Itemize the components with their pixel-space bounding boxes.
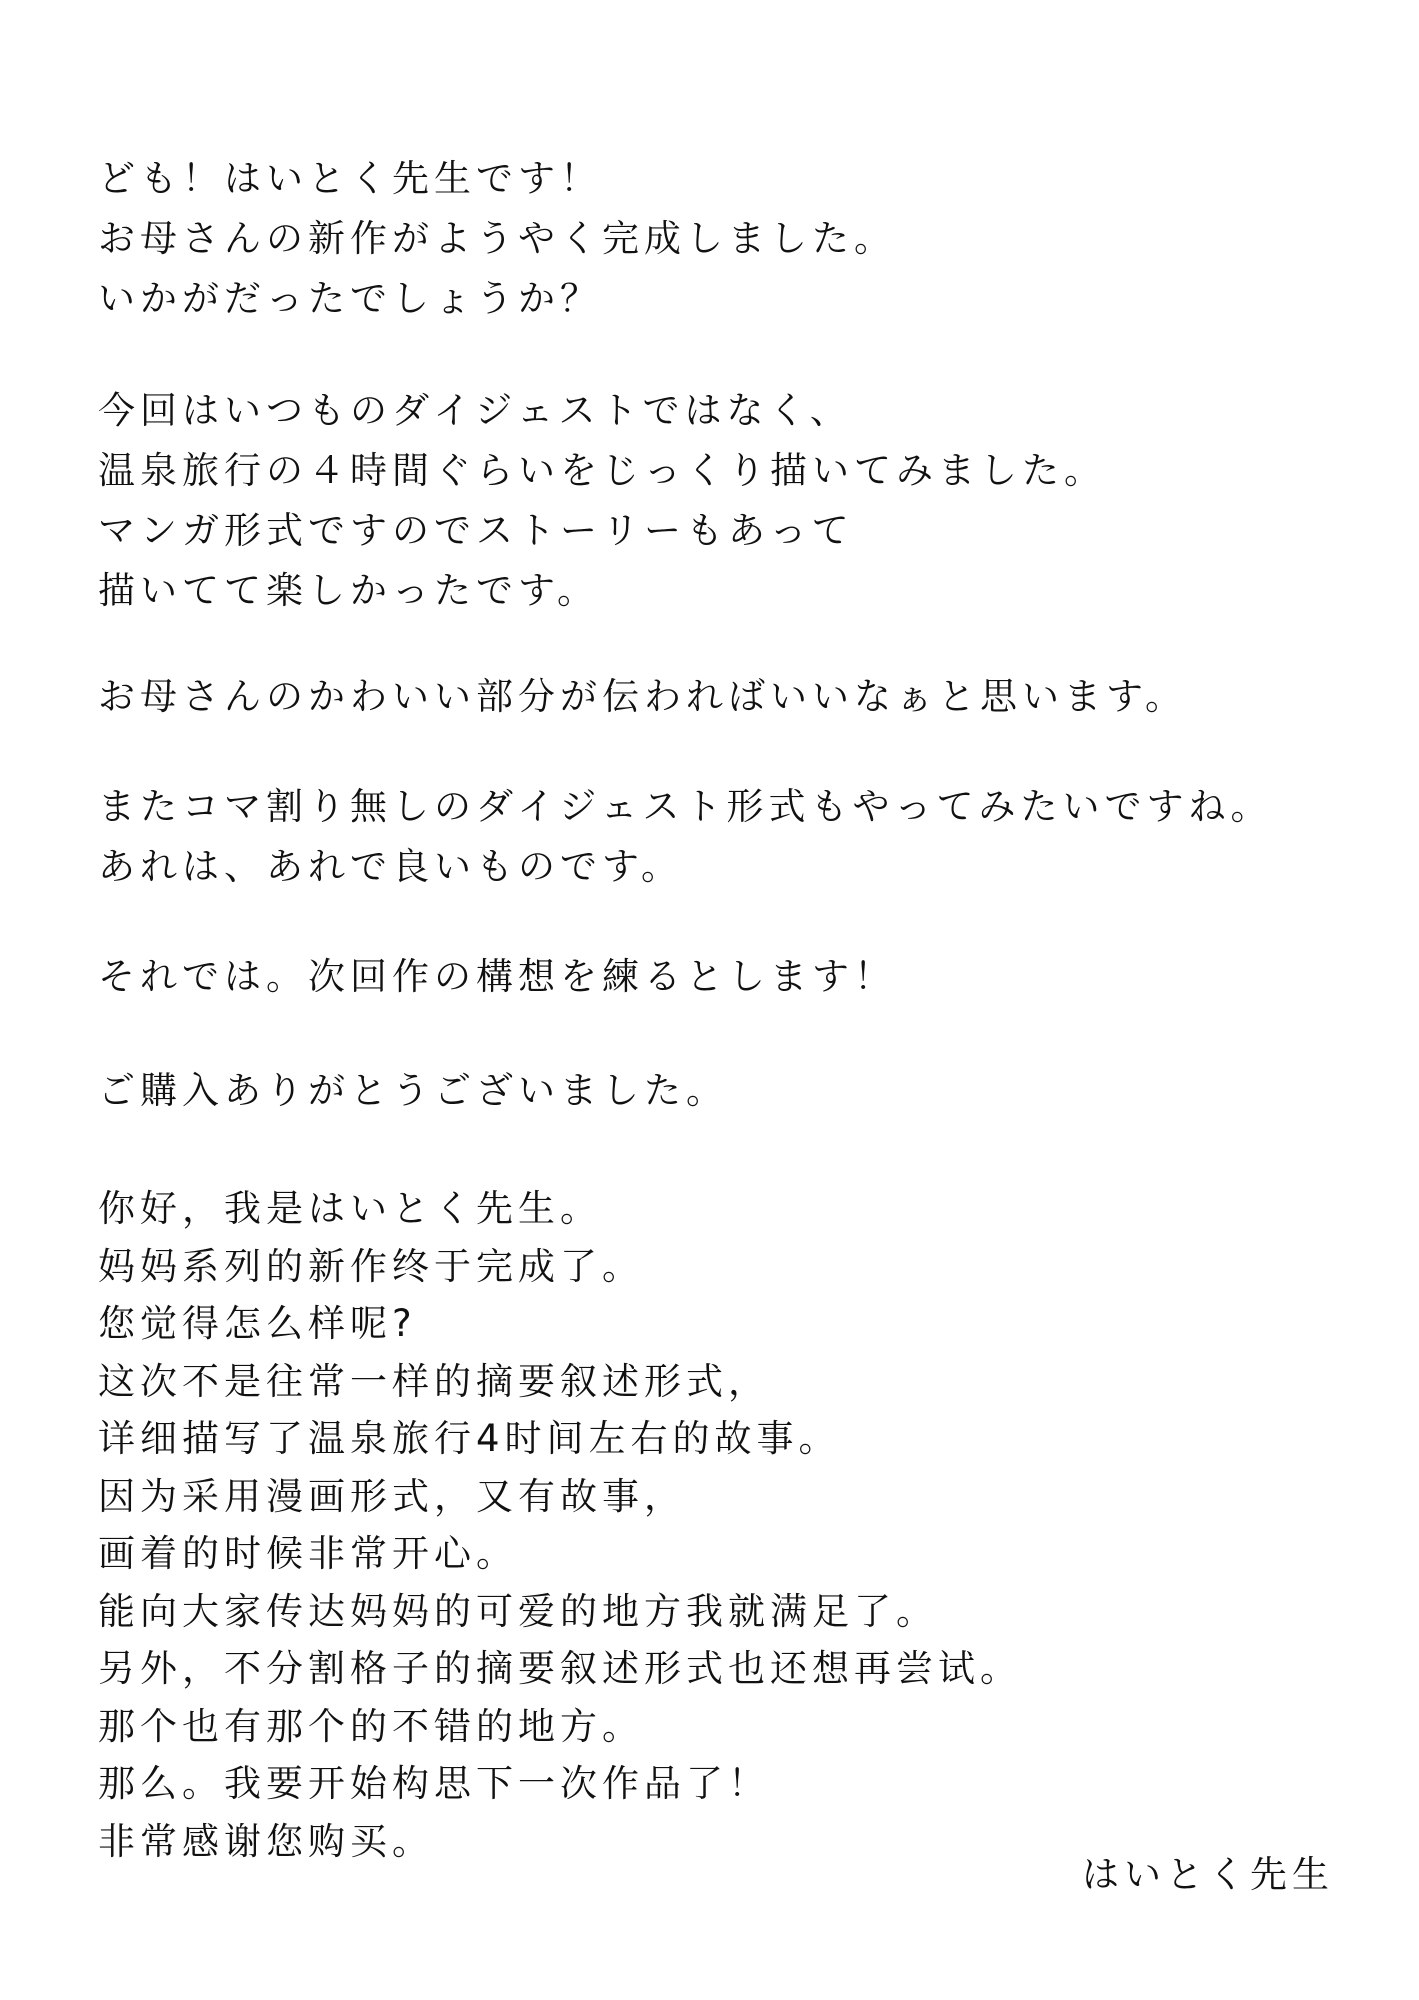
cn-translation xyxy=(98,1187,1328,1880)
text-line: マンガ形式ですのでストーリーもあって xyxy=(98,509,854,552)
author-signature: はいとく先生 xyxy=(1082,1853,1334,1896)
text-line: 画着的时候非常开心。 xyxy=(98,1532,518,1575)
text-line: あれは、あれで良いものです。 xyxy=(98,845,684,888)
text-line: 您觉得怎么样呢? xyxy=(98,1302,417,1345)
text-line: ども！はいとく先生です！ xyxy=(98,157,602,200)
text-line: 另外，不分割格子的摘要叙述形式也还想再尝试。 xyxy=(98,1647,1022,1690)
text-line: ご購入ありがとうございました。 xyxy=(98,1069,728,1112)
jp-paragraph-next-work xyxy=(98,955,1328,1018)
text-line: それでは。次回作の構想を練るとします！ xyxy=(98,955,896,998)
jp-paragraph-greeting xyxy=(98,157,1328,340)
text-line: お母さんのかわいい部分が伝わればいいなぁと思います。 xyxy=(98,675,1188,718)
jp-paragraph-thanks xyxy=(98,1069,1328,1132)
text-line: 非常感谢您购买。 xyxy=(98,1819,434,1863)
text-line: 这次不是往常一样的摘要叙述形式， xyxy=(98,1359,770,1403)
text-line: 温泉旅行の４時間ぐらいをじっくり描いてみました。 xyxy=(98,449,1106,492)
text-line: 今回はいつものダイジェストではなく、 xyxy=(98,389,852,432)
text-line: いかがだったでしょうか？ xyxy=(98,277,602,320)
jp-paragraph-hope xyxy=(98,675,1328,738)
text-line: 因为采用漫画形式，又有故事， xyxy=(98,1474,686,1518)
text-line: 你好，我是はいとく先生。 xyxy=(98,1187,602,1230)
text-line: 描いてて楽しかったです。 xyxy=(98,569,600,612)
jp-paragraph-digest xyxy=(98,785,1328,908)
text-line: 那么。我要开始构思下一次作品了！ xyxy=(98,1762,770,1805)
text-line: お母さんの新作がようやく完成しました。 xyxy=(98,217,896,260)
text-line: またコマ割り無しのダイジェスト形式もやってみたいですね。 xyxy=(98,785,1273,828)
text-line: 详细描写了温泉旅行4时间左右的故事。 xyxy=(98,1417,841,1460)
text-line: 妈妈系列的新作终于完成了。 xyxy=(98,1244,644,1288)
text-line: 那个也有那个的不错的地方。 xyxy=(98,1704,644,1748)
jp-paragraph-this-work xyxy=(98,389,1328,632)
text-line: 能向大家传达妈妈的可爱的地方我就满足了。 xyxy=(98,1589,938,1633)
